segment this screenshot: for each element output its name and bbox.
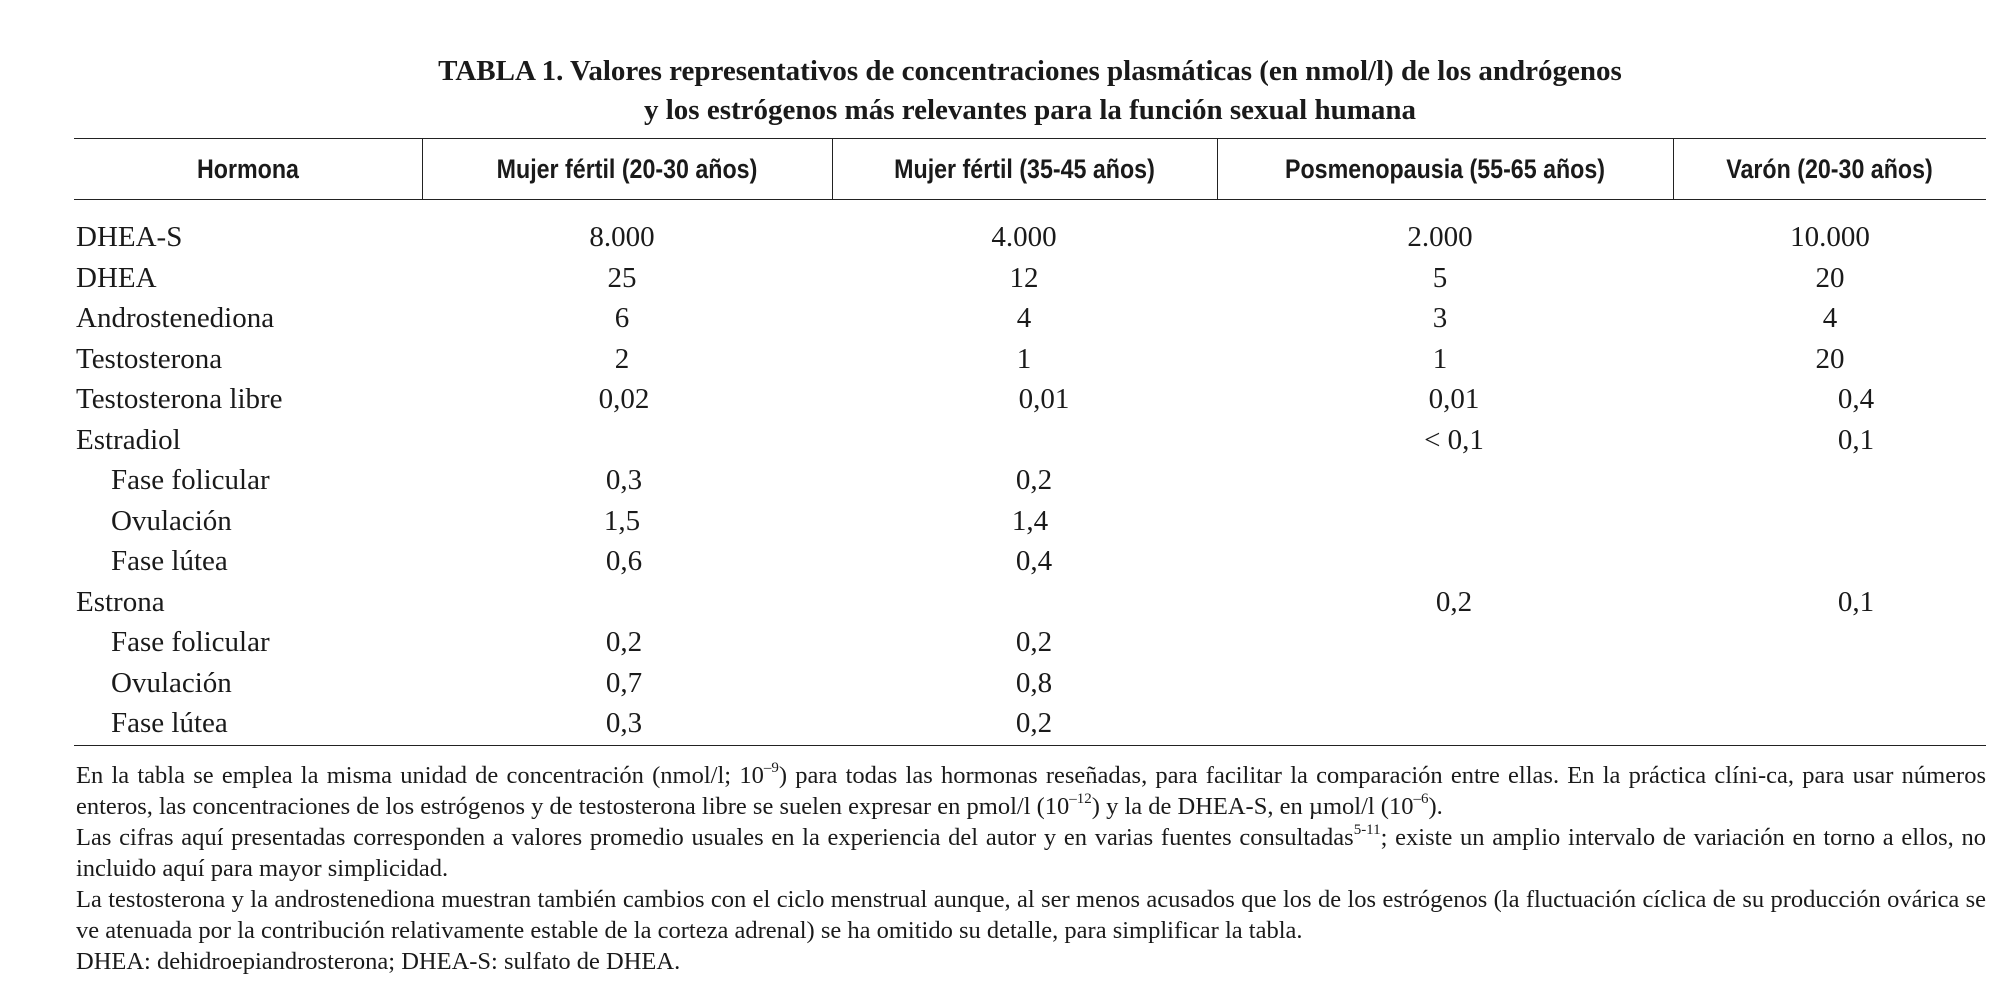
table-cell: < 0,1: [1424, 423, 1484, 456]
header-divider: [1673, 139, 1674, 199]
footnote-sources: Las cifras aquí presentadas corresponden a valores promedio usuales en la experiencia del autor y en varias fuentes consultadas$^{5-11}$; existe un amplio intervalo de variación en torno a ellos, no incluido aquí para mayor simplicidad.: [76, 821, 1986, 882]
row-label: Testosterona libre: [76, 383, 283, 415]
footnote-units: En la tabla se emplea la misma unidad de concentración (nmol/l; $10^{-9}$) para todas las hormonas reseñadas, para facilitar la comparación entre ellas. En la práctica clíni-ca, para usar números enteros, las concentraciones de los estrógenos y de testosterona libre se suelen expresar en pmol/l $(10^{-12})$ y la de DHEA-S, en µmol/l $(10^{-6})$.: [76, 759, 1987, 820]
table-cell: 0,2: [1435, 585, 1473, 618]
table-cell: 0,2: [1015, 464, 1053, 496]
table-title-line-1: TABLA 1. Valores representativos de concentraciones plasmáticas (en nmol/l) de los andrógenos: [438, 55, 1622, 87]
table-cell: 8.000: [589, 221, 655, 253]
table-cell: 3: [1432, 302, 1448, 334]
table-cell: 0,3: [605, 707, 643, 739]
column-header-varon: Varón (20-30 años): [1726, 154, 1933, 184]
row-label: Estrona: [76, 585, 165, 618]
table-cell: 1: [1432, 342, 1448, 375]
header-divider: [832, 139, 833, 199]
table-cell: 25: [607, 261, 637, 294]
column-header-posmenopausia: Posmenopausia (55-65 años): [1284, 154, 1606, 184]
table-cell: 10.000: [1790, 221, 1870, 253]
row-label: Fase folicular: [111, 464, 270, 496]
table-cell: 12: [1009, 261, 1039, 294]
row-label: Fase lútea: [111, 545, 228, 577]
row-label: Fase folicular: [111, 626, 270, 658]
column-header-hormona: Hormona: [197, 154, 299, 184]
table-cell: 0,4: [1015, 545, 1053, 577]
table-cell: 2: [614, 342, 630, 375]
column-header-mujer-fertil-35-45: Mujer fértil (35-45 años): [894, 154, 1155, 184]
table-cell: 20: [1815, 342, 1845, 375]
footnote-cycle: La testosterona y la androstenediona muestran también cambios con el ciclo menstrual aunque, al ser menos acusados que los de los estrógenos (la fluctuación cíclica de su producción ovárica se ve atenuada por la contribución relativamente estable de la corteza adrenal) se ha omitido su detalle, para simplificar la tabla.: [76, 886, 1986, 944]
table-cell: 0,01: [1018, 383, 1070, 415]
table-cell: 0,1: [1837, 585, 1875, 618]
column-header-mujer-fertil-20-30: Mujer fértil (20-30 años): [496, 154, 758, 184]
table-cell: 0,8: [1015, 666, 1053, 699]
row-label: Fase lútea: [111, 707, 228, 739]
table-cell: 0,02: [598, 383, 650, 415]
table-cell: 0,7: [605, 666, 643, 699]
row-label: DHEA: [76, 261, 157, 294]
table-cell: 0,1: [1837, 423, 1875, 456]
table-cell: 6: [614, 302, 630, 334]
table-cell: 5: [1432, 261, 1448, 294]
table-cell: 1,5: [603, 504, 641, 537]
table-cell: 0,4: [1837, 383, 1875, 415]
header-divider: [422, 139, 423, 199]
header-divider: [1217, 139, 1218, 199]
table-cell: 1: [1016, 342, 1032, 375]
table-cell: 0,6: [605, 545, 643, 577]
table-cell: 1,4: [1011, 504, 1049, 537]
table-cell: 0,2: [1015, 626, 1053, 658]
row-label: Testosterona: [76, 342, 223, 375]
footnote-abbreviations: DHEA: dehidroepiandrosterona; DHEA-S: sulfato de DHEA.: [76, 948, 681, 975]
table-cell: 4: [1822, 302, 1838, 334]
table-header-rule: [74, 199, 1986, 200]
table-cell: 0,2: [1015, 707, 1053, 739]
table-cell: 2.000: [1407, 221, 1473, 253]
table-cell: 20: [1815, 261, 1845, 294]
table-bottom-rule: [74, 745, 1986, 746]
table-cell: 0,01: [1428, 383, 1480, 415]
row-label: Androstenediona: [76, 302, 275, 334]
table-cell: 0,2: [605, 626, 643, 658]
row-label: Ovulación: [111, 666, 232, 699]
row-label: DHEA-S: [76, 221, 183, 253]
table-title-line-2: y los estrógenos más relevantes para la función sexual humana: [643, 94, 1416, 126]
row-label: Ovulación: [111, 504, 232, 537]
table-cell: 4.000: [991, 221, 1057, 253]
table-cell: 0,3: [605, 464, 643, 496]
row-label: Estradiol: [76, 423, 181, 456]
table-cell: 4: [1016, 302, 1032, 334]
